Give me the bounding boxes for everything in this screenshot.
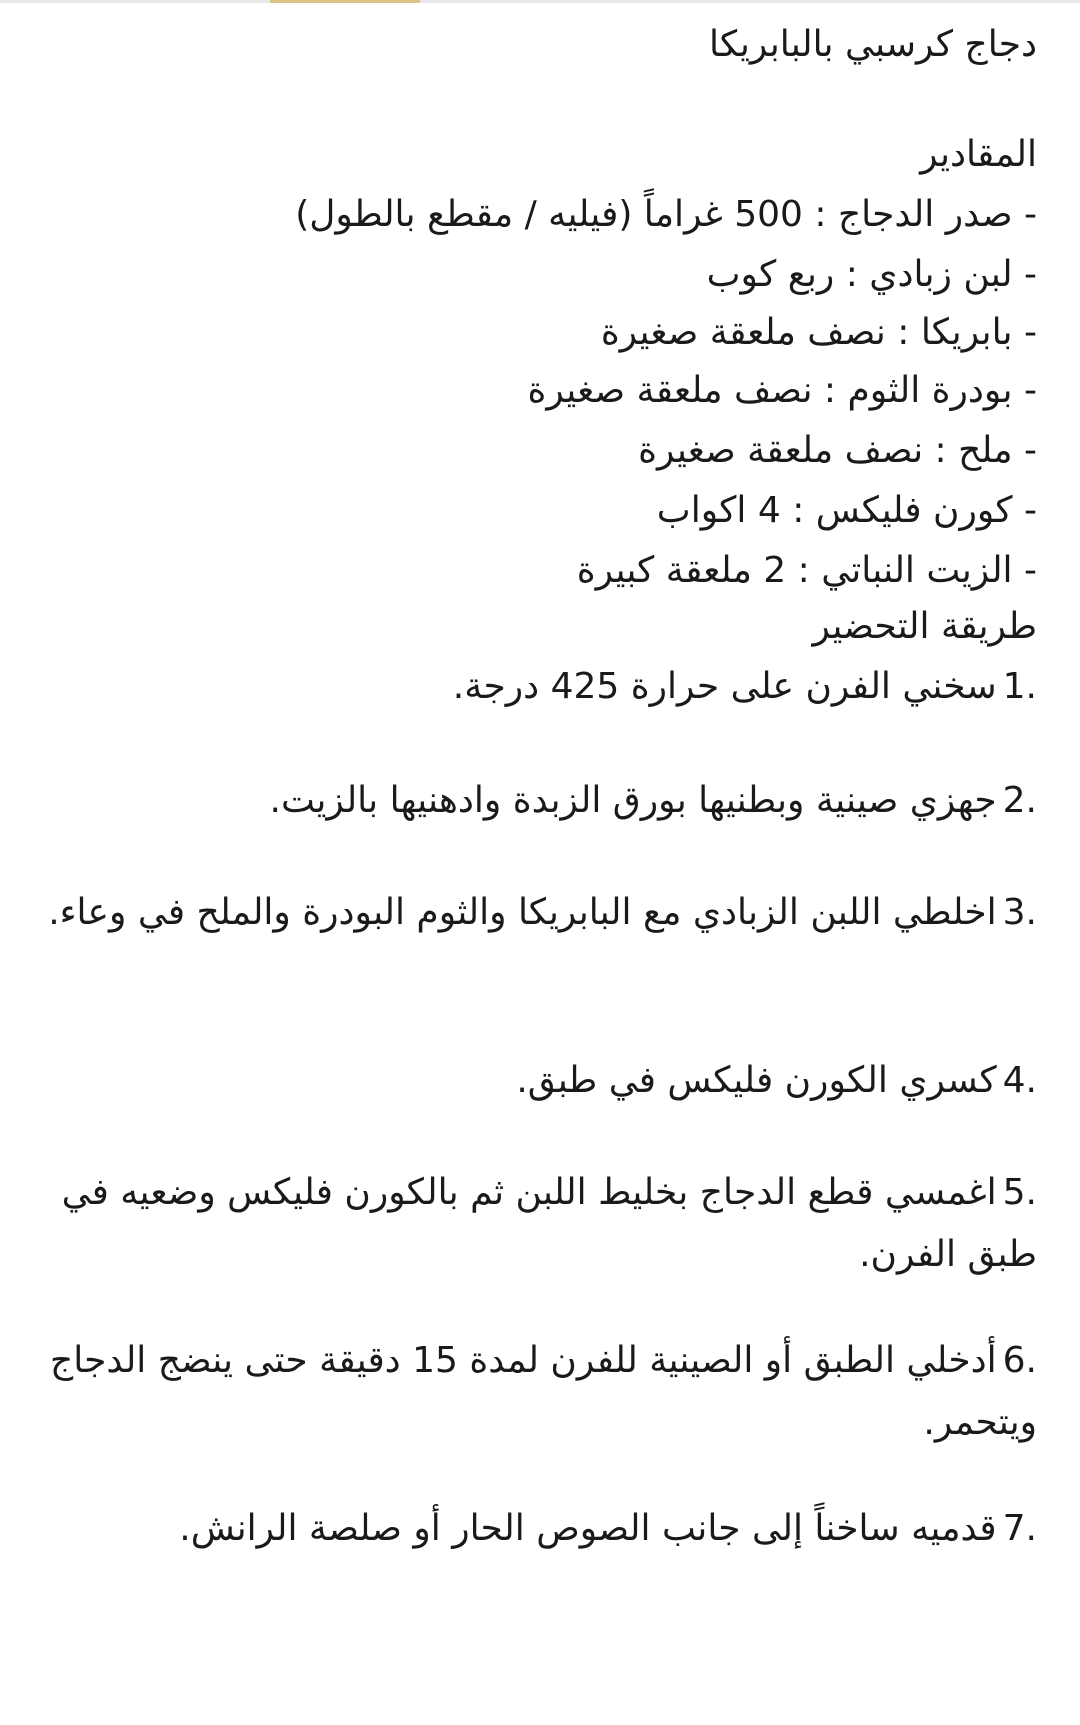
ingredient-item: - ملح : نصف ملعقة صغيرة bbox=[638, 430, 1037, 471]
ingredient-item: - الزيت النباتي : 2 ملعقة كبيرة bbox=[576, 550, 1037, 591]
step-text: قدميه ساخناً إلى جانب الصوص الحار أو صلصة الرانش. bbox=[179, 1508, 997, 1549]
ingredient-item: - صدر الدجاج : 500 غراماً (فيليه / مقطع بالطول) bbox=[295, 194, 1037, 235]
ingredient-item: - بودرة الثوم : نصف ملعقة صغيرة bbox=[527, 370, 1037, 411]
step-number: 4. bbox=[1002, 1060, 1037, 1101]
step-text: اخلطي اللبن الزبادي مع البابريكا والثوم البودرة والملح في وعاء. bbox=[48, 892, 997, 933]
method-heading: طريقة التحضير bbox=[812, 606, 1037, 647]
top-edge-strip bbox=[0, 0, 1080, 3]
step-6 bbox=[40, 1330, 1037, 1454]
step-1 bbox=[40, 656, 1037, 718]
step-number: 7. bbox=[1002, 1508, 1037, 1549]
step-4 bbox=[40, 1050, 1037, 1112]
step-number: 3. bbox=[1002, 892, 1037, 933]
step-text: كسري الكورن فليكس في طبق. bbox=[516, 1060, 997, 1101]
step-text: أدخلي الطبق أو الصينية للفرن لمدة 15 دقيقة حتى ينضج الدجاج ويتحمر. bbox=[49, 1340, 1037, 1443]
ingredients-heading: المقادير bbox=[920, 134, 1037, 175]
step-number: 6. bbox=[1002, 1340, 1037, 1381]
step-text: اغمسي قطع الدجاج بخليط اللبن ثم بالكورن فليكس وضعيه في طبق الفرن. bbox=[61, 1172, 1037, 1275]
step-3 bbox=[40, 882, 1037, 944]
recipe-title: دجاج كرسبي بالبابريكا bbox=[709, 24, 1037, 65]
step-number: 5. bbox=[1002, 1172, 1037, 1213]
step-7 bbox=[40, 1498, 1037, 1560]
step-number: 2. bbox=[1002, 780, 1037, 821]
step-5 bbox=[40, 1162, 1037, 1286]
top-edge-accent bbox=[270, 0, 420, 3]
ingredient-item: - لبن زبادي : ربع كوب bbox=[706, 254, 1037, 295]
step-2 bbox=[40, 770, 1037, 832]
ingredient-item: - بابريكا : نصف ملعقة صغيرة bbox=[600, 312, 1037, 353]
step-text: جهزي صينية وبطنيها بورق الزبدة وادهنيها بالزيت. bbox=[269, 780, 997, 821]
step-text: سخني الفرن على حرارة 425 درجة. bbox=[452, 666, 997, 707]
ingredient-item: - كورن فليكس : 4 اكواب bbox=[656, 490, 1037, 531]
step-number: 1. bbox=[1002, 666, 1037, 707]
